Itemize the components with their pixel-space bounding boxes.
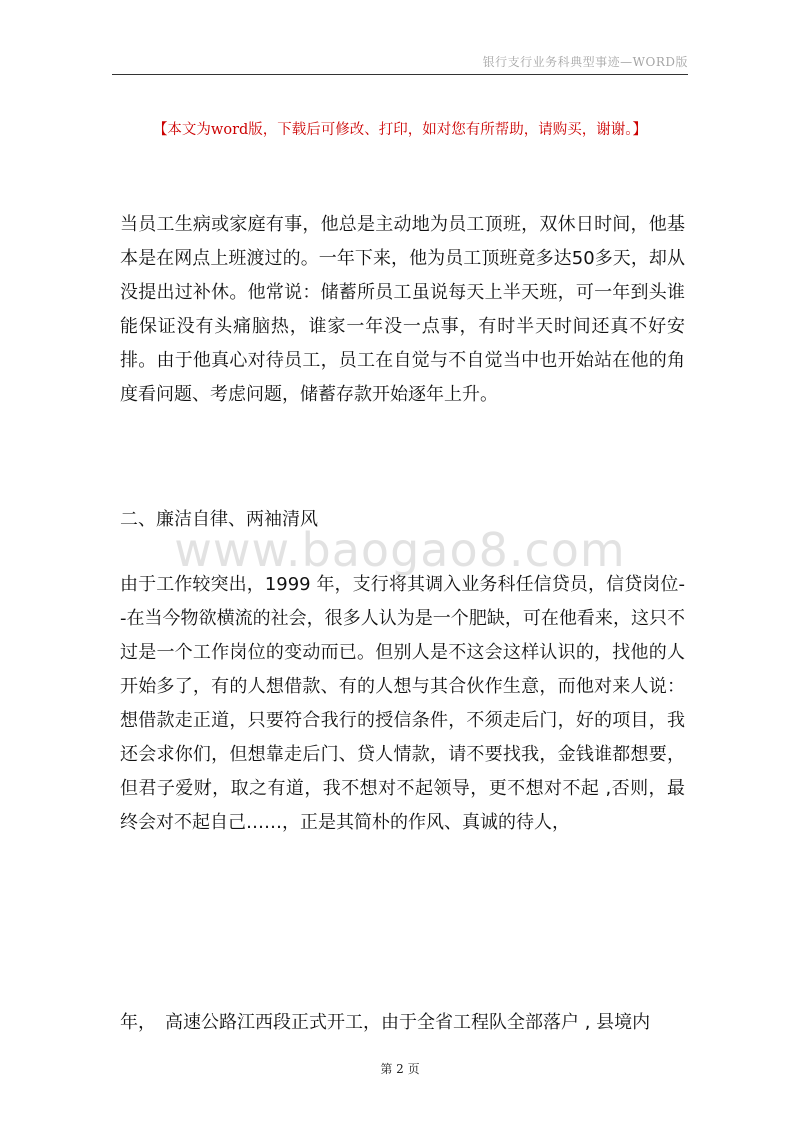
section-heading: 二、廉洁自律、两袖清风 — [120, 509, 318, 530]
page-number: 第 2 页 — [380, 1062, 420, 1076]
header-divider — [112, 74, 688, 75]
body-paragraph-1: 当员工生病或家庭有事，他总是主动地为员工顶班，双休日时间，他基本是在网点上班渡过的。一年下来，他为员工顶班竟多达50多天，却从没提出过补休。他常说：储蓄所员工虽说每天上半天班，可一年到头谁能保证没有头痛脑热，谁家一年没一点事，有时半天时间还真不好安排。由于他真心对待员工，员工在自觉与不自觉当中也开始站在他的角度看问题、考虑问题，储蓄存款开始逐年上升。 — [120, 214, 685, 405]
body-paragraph-2: 由于工作较突出，1999 年，支行将其调入业务科任信贷员，信贷岗位--在当今物欲横流的社会，很多人认为是一个肥缺，可在他看来，这只不过是一个工作岗位的变动而已。但别人是不这会这样认识的，找他的人开始多了，有的人想借款、有的人想与其合伙作生意，而他对来人说：想借款走正道，只要符合我行的授信条件，不须走后门，好的项目，我还会求你们，但想靠走后门、贷人情款，请不要找我，金钱谁都想要，但君子爱财，取之有道，我不想对不起领导，更不想对不起 ,否则，最终会对不起自己……，正是其简朴的作风、真诚的待人， — [120, 574, 685, 833]
running-header-title: 银行支行业务科典型事迹—WORD版 — [482, 55, 688, 69]
site-watermark: www.baogao8.com — [174, 523, 626, 577]
purchase-notice: 【本文为word版，下载后可修改、打印，如对您有所帮助，请购买，谢谢。】 — [152, 122, 648, 138]
body-paragraph-3: 年， 高速公路江西段正式开工，由于全省工程队全部落户 , 县境内 — [120, 1012, 651, 1033]
